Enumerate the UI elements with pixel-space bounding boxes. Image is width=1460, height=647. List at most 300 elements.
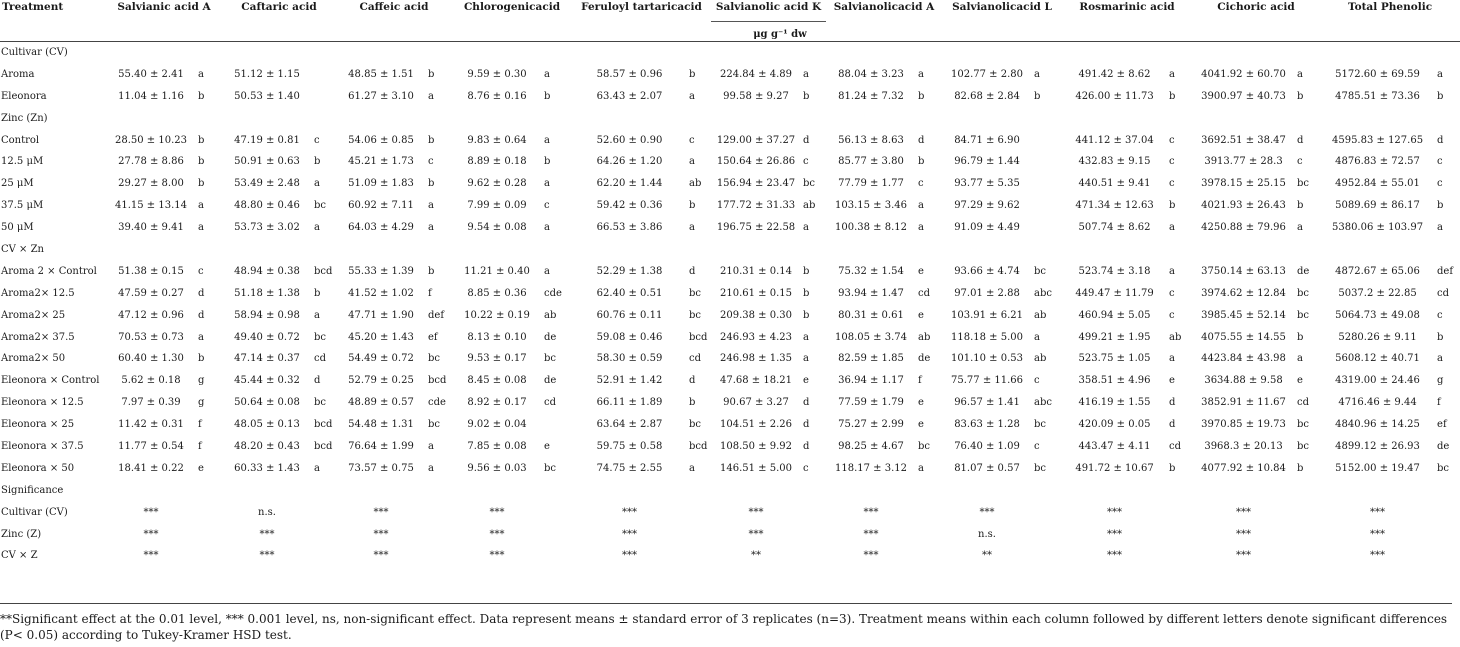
letter-cell: bc: [918, 440, 931, 452]
letter-cell: bc: [1034, 419, 1047, 431]
letter-cell: ab: [1034, 353, 1047, 365]
letter-cell: a: [1169, 68, 1175, 80]
value-cell: 62.40 ± 0.51: [596, 287, 663, 299]
value-cell: 4595.83 ± 127.65: [1331, 134, 1424, 146]
letter-cell: b: [803, 90, 810, 102]
row-label: Eleonora × 37.5: [1, 440, 84, 452]
value-cell: 85.77 ± 3.80: [838, 156, 904, 168]
empty-cell: [1032, 501, 1062, 523]
value-cell: 97.29 ± 9.62: [954, 200, 1020, 212]
header-row: [0, 0, 1460, 21]
value-cell: 4872.67 ± 65.06: [1335, 265, 1420, 277]
significance-cell: **: [751, 550, 761, 562]
value-cell: 59.42 ± 0.36: [596, 200, 663, 212]
letter-cell: d: [1297, 134, 1304, 146]
row-label: Eleonora × 50: [1, 462, 75, 474]
letter-cell: g: [198, 397, 205, 409]
value-cell: 7.85 ± 0.08: [467, 440, 527, 452]
letter-cell: d: [314, 375, 321, 387]
value-cell: 210.61 ± 0.15: [720, 287, 792, 299]
section-row: [0, 107, 1460, 129]
value-cell: 416.19 ± 1.55: [1078, 397, 1151, 409]
empty-cell: [801, 501, 826, 523]
letter-cell: a: [314, 309, 320, 321]
empty-cell: [801, 545, 826, 567]
empty-cell: [196, 545, 222, 567]
letter-cell: def: [428, 309, 445, 321]
value-cell: 3974.62 ± 12.84: [1201, 287, 1286, 299]
letter-cell: d: [1169, 419, 1176, 431]
value-cell: 5.62 ± 0.18: [121, 375, 181, 387]
letter-cell: bc: [544, 353, 557, 365]
value-cell: 52.29 ± 1.38: [596, 265, 663, 277]
value-cell: 52.91 ± 1.42: [596, 375, 663, 387]
letter-cell: c: [689, 134, 695, 146]
letter-cell: a: [1437, 353, 1443, 365]
letter-cell: def: [1437, 265, 1454, 277]
row-label: CV × Z: [1, 550, 38, 562]
value-cell: 4021.93 ± 26.43: [1201, 200, 1286, 212]
letter-cell: b: [1437, 90, 1444, 102]
letter-cell: ab: [544, 309, 557, 321]
value-cell: 63.43 ± 2.07: [596, 90, 663, 102]
value-cell: 48.20 ± 0.43: [234, 440, 300, 452]
letter-cell: b: [1297, 90, 1304, 102]
significance-cell: ***: [1370, 528, 1386, 540]
value-cell: 9.59 ± 0.30: [467, 68, 527, 80]
letter-cell: b: [314, 287, 321, 299]
empty-cell: [1295, 501, 1320, 523]
value-cell: 48.80 ± 0.46: [234, 200, 300, 212]
value-cell: 93.94 ± 1.47: [838, 287, 904, 299]
empty-cell: [801, 523, 826, 545]
empty-cell: [687, 545, 711, 567]
empty-cell: [1032, 545, 1062, 567]
value-cell: 51.38 ± 0.15: [118, 265, 184, 277]
letter-cell: f: [198, 419, 202, 431]
letter-cell: e: [918, 309, 924, 321]
letter-cell: b: [689, 397, 696, 409]
value-cell: 47.68 ± 18.21: [720, 375, 792, 387]
letter-cell: a: [1169, 222, 1175, 234]
value-cell: 70.53 ± 0.73: [118, 331, 184, 343]
significance-cell: ***: [863, 506, 879, 518]
letter-cell: d: [198, 309, 205, 321]
value-cell: 4423.84 ± 43.98: [1201, 353, 1286, 365]
value-cell: 64.26 ± 1.20: [596, 156, 663, 168]
value-cell: 9.83 ± 0.64: [467, 134, 527, 146]
value-cell: 210.31 ± 0.14: [720, 265, 792, 277]
letter-cell: c: [1169, 134, 1175, 146]
letter-cell: bc: [428, 419, 441, 431]
significance-cell: ***: [1107, 528, 1123, 540]
letter-cell: bc: [314, 331, 327, 343]
value-cell: 5172.60 ± 69.59: [1335, 68, 1420, 80]
significance-row: [0, 523, 1460, 545]
value-cell: 103.15 ± 3.46: [835, 200, 907, 212]
value-cell: 73.57 ± 0.75: [348, 462, 414, 474]
value-cell: 29.27 ± 8.00: [118, 178, 184, 190]
value-cell: 449.47 ± 11.79: [1075, 287, 1154, 299]
value-cell: 58.94 ± 0.98: [234, 309, 300, 321]
value-cell: 507.74 ± 8.62: [1078, 222, 1151, 234]
value-cell: 47.14 ± 0.37: [234, 353, 300, 365]
letter-cell: ab: [689, 178, 702, 190]
value-cell: 77.79 ± 1.77: [838, 178, 904, 190]
letter-cell: [312, 63, 336, 85]
letter-cell: bc: [1297, 178, 1310, 190]
letter-cell: b: [689, 200, 696, 212]
value-cell: 246.98 ± 1.35: [720, 353, 792, 365]
value-cell: 50.91 ± 0.63: [234, 156, 300, 168]
value-cell: 76.40 ± 1.09: [954, 440, 1020, 452]
value-cell: 52.79 ± 0.25: [348, 375, 414, 387]
value-cell: 18.41 ± 0.22: [118, 462, 184, 474]
value-cell: 8.85 ± 0.36: [467, 287, 527, 299]
letter-cell: a: [1169, 353, 1175, 365]
unit-label: μg g⁻¹ dw: [711, 21, 826, 41]
significance-cell: ***: [259, 550, 275, 562]
letter-cell: cd: [1169, 440, 1182, 452]
value-cell: 523.75 ± 1.05: [1078, 353, 1151, 365]
letter-cell: [542, 414, 572, 436]
table-row: [0, 217, 1460, 239]
value-cell: 48.94 ± 0.38: [234, 265, 300, 277]
value-cell: 80.31 ± 0.61: [838, 309, 904, 321]
letter-cell: a: [544, 178, 550, 190]
letter-cell: b: [1297, 462, 1304, 474]
letter-cell: a: [428, 462, 434, 474]
letter-cell: a: [314, 462, 320, 474]
row-label: Cultivar (CV): [1, 506, 68, 518]
row-label: Aroma: [1, 68, 35, 80]
col-header-caffeic-acid: Caffeic acid: [359, 1, 429, 13]
letter-cell: a: [544, 222, 550, 234]
value-cell: 63.64 ± 2.87: [596, 419, 663, 431]
col-header-rosmarinic-acid: Rosmarinic acid: [1079, 1, 1175, 13]
row-label: Aroma 2 × Control: [1, 265, 97, 277]
letter-cell: c: [544, 200, 550, 212]
letter-cell: c: [1169, 309, 1175, 321]
value-cell: 27.78 ± 8.86: [118, 156, 184, 168]
table-row: [0, 326, 1460, 348]
letter-cell: bcd: [689, 331, 708, 343]
letter-cell: cde: [544, 287, 562, 299]
value-cell: 52.60 ± 0.90: [596, 134, 663, 146]
letter-cell: bc: [1437, 462, 1450, 474]
value-cell: 58.30 ± 0.59: [596, 353, 663, 365]
value-cell: 8.13 ± 0.10: [467, 331, 527, 343]
letter-cell: cd: [689, 353, 702, 365]
letter-cell: a: [918, 462, 924, 474]
letter-cell: bc: [1034, 265, 1047, 277]
letter-cell: [1032, 151, 1062, 173]
letter-cell: b: [1437, 331, 1444, 343]
value-cell: 440.51 ± 9.41: [1078, 178, 1151, 190]
value-cell: 4952.84 ± 55.01: [1335, 178, 1420, 190]
value-cell: 49.40 ± 0.72: [234, 331, 300, 343]
empty-cell: [1435, 545, 1460, 567]
significance-cell: ***: [1236, 550, 1252, 562]
letter-cell: c: [1169, 156, 1175, 168]
letter-cell: a: [1169, 265, 1175, 277]
letter-cell: b: [198, 134, 205, 146]
value-cell: 91.09 ± 4.49: [954, 222, 1020, 234]
value-cell: 432.83 ± 9.15: [1078, 156, 1151, 168]
table-footnote: **Significant effect at the 0.01 level, *** 0.001 level, ns, non-significant effect. Data represent means ± standard error of 3 replicates (n=3). Treatment means within each column followed by different letters denote significant differences (P< 0.05) according to Tukey-Kramer HSD test.: [0, 603, 1452, 643]
letter-cell: ab: [918, 331, 931, 343]
letter-cell: b: [314, 156, 321, 168]
letter-cell: b: [689, 68, 696, 80]
letter-cell: d: [803, 419, 810, 431]
table-row: [0, 348, 1460, 370]
empty-cell: [916, 501, 942, 523]
value-cell: 491.72 ± 10.67: [1075, 462, 1154, 474]
letter-cell: ef: [428, 331, 438, 343]
value-cell: 358.51 ± 4.96: [1078, 375, 1151, 387]
value-cell: 61.27 ± 3.10: [348, 90, 414, 102]
letter-cell: c: [1169, 287, 1175, 299]
letter-cell: bc: [544, 462, 557, 474]
letter-cell: de: [1437, 440, 1450, 452]
empty-cell: [1167, 545, 1192, 567]
value-cell: 53.73 ± 3.02: [234, 222, 300, 234]
value-cell: 4250.88 ± 79.96: [1201, 222, 1286, 234]
value-cell: 9.02 ± 0.04: [467, 419, 527, 431]
value-cell: 82.68 ± 2.84: [954, 90, 1020, 102]
value-cell: 54.06 ± 0.85: [348, 134, 414, 146]
empty-cell: [916, 545, 942, 567]
value-cell: 3970.85 ± 19.73: [1201, 419, 1286, 431]
table-row: [0, 282, 1460, 304]
value-cell: 77.59 ± 1.79: [838, 397, 904, 409]
empty-cell: [1435, 501, 1460, 523]
col-header-salvianolic-acid-a: Salvianolicacid A: [833, 1, 935, 13]
letter-cell: a: [1297, 68, 1303, 80]
letter-cell: a: [198, 68, 204, 80]
empty-cell: [542, 523, 572, 545]
significance-cell: ***: [622, 528, 637, 540]
table-row: [0, 260, 1460, 282]
value-cell: 8.92 ± 0.17: [467, 397, 527, 409]
value-cell: 3750.14 ± 63.13: [1201, 265, 1286, 277]
empty-cell: [1295, 545, 1320, 567]
letter-cell: b: [1437, 200, 1444, 212]
letter-cell: a: [1297, 353, 1303, 365]
letter-cell: bc: [1297, 440, 1310, 452]
value-cell: 53.49 ± 2.48: [234, 178, 300, 190]
letter-cell: b: [918, 156, 925, 168]
empty-cell: [312, 501, 336, 523]
letter-cell: a: [918, 222, 924, 234]
letter-cell: a: [689, 90, 695, 102]
letter-cell: bc: [689, 419, 702, 431]
row-label: 37.5 μM: [1, 200, 44, 212]
significance-cell: ***: [373, 528, 389, 540]
row-label: 50 μM: [1, 222, 34, 234]
letter-cell: b: [803, 287, 810, 299]
value-cell: 7.99 ± 0.09: [467, 200, 527, 212]
letter-cell: bc: [1297, 287, 1310, 299]
letter-cell: a: [803, 68, 809, 80]
table-row: [0, 370, 1460, 392]
section-label: CV × Zn: [1, 243, 44, 255]
table-row: [0, 436, 1460, 458]
letter-cell: bcd: [314, 419, 333, 431]
empty-cell: [426, 523, 452, 545]
letter-cell: [312, 85, 336, 107]
letter-cell: a: [544, 265, 550, 277]
letter-cell: a: [198, 200, 204, 212]
value-cell: 59.75 ± 0.58: [596, 440, 663, 452]
value-cell: 3692.51 ± 38.47: [1201, 134, 1286, 146]
value-cell: 4077.92 ± 10.84: [1201, 462, 1286, 474]
value-cell: 62.20 ± 1.44: [596, 178, 663, 190]
value-cell: 4075.55 ± 14.55: [1201, 331, 1286, 343]
value-cell: 3900.97 ± 40.73: [1201, 90, 1286, 102]
value-cell: 118.17 ± 3.12: [835, 462, 907, 474]
significance-cell: ***: [748, 528, 764, 540]
letter-cell: ef: [1437, 419, 1447, 431]
letter-cell: a: [1034, 331, 1040, 343]
value-cell: 156.94 ± 23.47: [716, 178, 796, 190]
letter-cell: e: [918, 419, 924, 431]
significance-cell: ***: [143, 528, 159, 540]
letter-cell: [1032, 129, 1062, 151]
value-cell: 104.51 ± 2.26: [720, 419, 792, 431]
letter-cell: a: [803, 353, 809, 365]
value-cell: 93.77 ± 5.35: [954, 178, 1020, 190]
letter-cell: c: [1034, 440, 1040, 452]
empty-cell: [542, 545, 572, 567]
letter-cell: b: [1169, 462, 1176, 474]
letter-cell: cd: [1437, 287, 1450, 299]
col-header-salvianolic-acid-k: Salvianolic acid K: [715, 1, 822, 13]
letter-cell: b: [1169, 200, 1176, 212]
table-row: [0, 195, 1460, 217]
value-cell: 45.44 ± 0.32: [234, 375, 300, 387]
letter-cell: bc: [689, 309, 702, 321]
letter-cell: b: [428, 265, 435, 277]
letter-cell: b: [803, 265, 810, 277]
letter-cell: a: [428, 440, 434, 452]
value-cell: 84.71 ± 6.90: [954, 134, 1020, 146]
value-cell: 98.25 ± 4.67: [838, 440, 904, 452]
letter-cell: bc: [428, 353, 441, 365]
value-cell: 3852.91 ± 11.67: [1201, 397, 1286, 409]
value-cell: 4785.51 ± 73.36: [1335, 90, 1420, 102]
letter-cell: g: [1437, 375, 1444, 387]
letter-cell: d: [1437, 134, 1444, 146]
letter-cell: e: [198, 462, 204, 474]
letter-cell: d: [198, 287, 205, 299]
letter-cell: c: [1297, 156, 1303, 168]
value-cell: 3634.88 ± 9.58: [1204, 375, 1283, 387]
value-cell: 426.00 ± 11.73: [1075, 90, 1154, 102]
letter-cell: a: [1437, 222, 1443, 234]
value-cell: 108.05 ± 3.74: [835, 331, 907, 343]
col-header-treatment: Treatment: [2, 1, 64, 13]
value-cell: 150.64 ± 26.86: [716, 156, 796, 168]
value-cell: 499.21 ± 1.95: [1078, 331, 1151, 343]
value-cell: 4876.83 ± 72.57: [1335, 156, 1420, 168]
significance-cell: ***: [979, 506, 995, 518]
letter-cell: b: [198, 353, 205, 365]
value-cell: 8.76 ± 0.16: [467, 90, 527, 102]
value-cell: 460.94 ± 5.05: [1078, 309, 1151, 321]
value-cell: 5280.26 ± 9.11: [1338, 331, 1417, 343]
value-cell: 11.77 ± 0.54: [118, 440, 184, 452]
col-header-feruloyl-tartaric-acid: Feruloyl tartaricacid: [581, 1, 702, 13]
value-cell: 39.40 ± 9.41: [118, 222, 184, 234]
value-cell: 101.10 ± 0.53: [951, 353, 1024, 365]
value-cell: 523.74 ± 3.18: [1078, 265, 1151, 277]
value-cell: 60.33 ± 1.43: [234, 462, 300, 474]
significance-cell: ***: [489, 550, 505, 562]
letter-cell: d: [1169, 397, 1176, 409]
value-cell: 47.19 ± 0.81: [234, 134, 300, 146]
significance-cell: ***: [489, 528, 505, 540]
empty-cell: [687, 523, 711, 545]
letter-cell: bc: [1297, 419, 1310, 431]
letter-cell: de: [544, 331, 557, 343]
letter-cell: b: [198, 156, 205, 168]
value-cell: 64.03 ± 4.29: [348, 222, 414, 234]
value-cell: 48.89 ± 0.57: [348, 397, 414, 409]
value-cell: 5608.12 ± 40.71: [1335, 353, 1420, 365]
value-cell: 83.63 ± 1.28: [954, 419, 1020, 431]
empty-cell: [1435, 523, 1460, 545]
table-row: [0, 85, 1460, 107]
value-cell: 3968.3 ± 20.13: [1204, 440, 1283, 452]
value-cell: 11.21 ± 0.40: [464, 265, 530, 277]
letter-cell: cd: [918, 287, 931, 299]
letter-cell: b: [918, 90, 925, 102]
value-cell: 75.27 ± 2.99: [838, 419, 904, 431]
letter-cell: bc: [803, 178, 816, 190]
value-cell: 76.64 ± 1.99: [348, 440, 414, 452]
letter-cell: a: [428, 200, 434, 212]
letter-cell: f: [198, 440, 202, 452]
table-row: [0, 304, 1460, 326]
value-cell: 50.53 ± 1.40: [234, 90, 300, 102]
value-cell: 4319.00 ± 24.46: [1335, 375, 1420, 387]
value-cell: 54.49 ± 0.72: [348, 353, 414, 365]
value-cell: 81.24 ± 7.32: [838, 90, 904, 102]
letter-cell: f: [918, 375, 922, 387]
letter-cell: e: [918, 397, 924, 409]
empty-cell: [687, 501, 711, 523]
letter-cell: f: [428, 287, 432, 299]
significance-cell: ***: [1236, 506, 1252, 518]
letter-cell: a: [1437, 68, 1443, 80]
letter-cell: d: [918, 134, 925, 146]
table-row: [0, 414, 1460, 436]
letter-cell: b: [1297, 331, 1304, 343]
letter-cell: a: [428, 90, 434, 102]
significance-cell: ***: [1107, 550, 1123, 562]
letter-cell: ab: [1169, 331, 1182, 343]
row-label: Aroma2× 50: [1, 353, 66, 365]
letter-cell: abc: [1034, 287, 1052, 299]
value-cell: 66.53 ± 3.86: [596, 222, 663, 234]
letter-cell: d: [689, 375, 696, 387]
value-cell: 48.05 ± 0.13: [234, 419, 300, 431]
value-cell: 196.75 ± 22.58: [716, 222, 796, 234]
value-cell: 51.12 ± 1.15: [234, 68, 300, 80]
empty-cell: [196, 501, 222, 523]
value-cell: 224.84 ± 4.89: [720, 68, 792, 80]
